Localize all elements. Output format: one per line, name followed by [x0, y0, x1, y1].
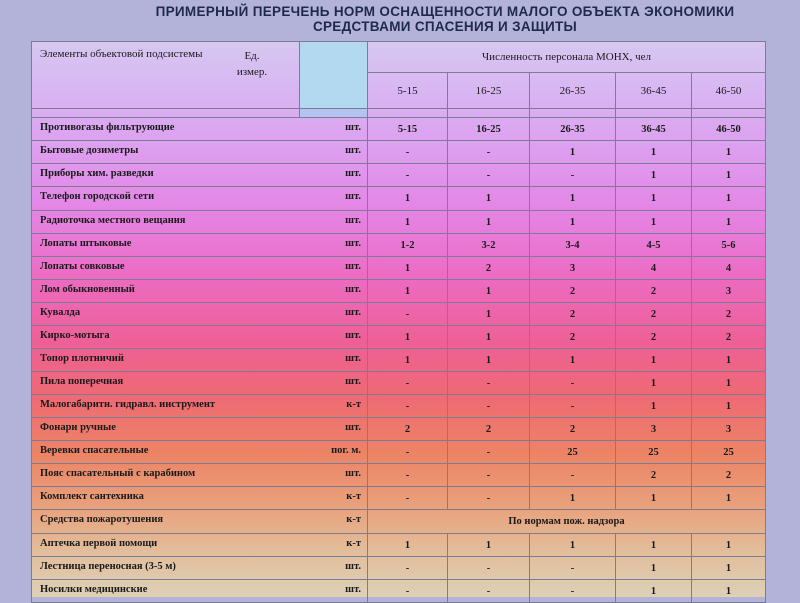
value-cell: 1	[692, 349, 766, 372]
item-unit: шт.	[345, 584, 361, 595]
value-cell: 1	[368, 211, 448, 234]
table-row	[32, 118, 766, 141]
value-cell: 2	[530, 326, 616, 349]
equipment-norms-table	[31, 41, 766, 603]
table-row	[32, 534, 766, 557]
value-cell: -	[368, 164, 448, 187]
value-cell: 2	[448, 418, 530, 441]
value-cell: 46-50	[692, 118, 766, 141]
value-cell: -	[448, 441, 530, 464]
table-row	[32, 303, 766, 326]
header-unit-line-2: измер.	[236, 66, 268, 78]
value-cell: 5-15	[368, 118, 448, 141]
item-cell	[32, 211, 368, 234]
value-cell: -	[368, 372, 448, 395]
item-name: Лопаты штыковые	[40, 238, 132, 249]
merged-value-cell: По нормам пож. надзора	[368, 510, 766, 534]
item-name: Лопаты совковые	[40, 261, 125, 272]
value-cell: 1-2	[368, 234, 448, 257]
value-cell: 1	[692, 211, 766, 234]
header-range: 26-35	[530, 73, 616, 109]
item-unit: шт.	[345, 168, 361, 179]
header-unit	[222, 48, 282, 80]
value-cell: 2	[616, 326, 692, 349]
item-cell	[32, 464, 368, 487]
value-cell: -	[368, 557, 448, 580]
value-cell: -	[368, 141, 448, 164]
header-separator-row	[32, 109, 766, 118]
value-cell: -	[448, 464, 530, 487]
value-cell: -	[448, 372, 530, 395]
header-elements	[32, 42, 300, 109]
table-row	[32, 487, 766, 510]
table-row	[32, 580, 766, 603]
value-cell: 1	[692, 534, 766, 557]
item-cell	[32, 510, 368, 534]
value-cell: -	[368, 487, 448, 510]
table-row	[32, 464, 766, 487]
value-cell: 1	[616, 580, 692, 603]
item-cell	[32, 487, 368, 510]
value-cell: 1	[368, 280, 448, 303]
value-cell: 1	[368, 257, 448, 280]
item-name: Средства пожаротушения	[40, 514, 164, 525]
item-unit: шт.	[345, 353, 361, 364]
value-cell: 2	[530, 418, 616, 441]
item-unit: шт.	[345, 561, 361, 572]
value-cell: 2	[530, 280, 616, 303]
item-unit: шт.	[345, 122, 361, 133]
item-cell	[32, 164, 368, 187]
item-unit: шт.	[345, 191, 361, 202]
item-name: Лом обыкновенный	[40, 284, 135, 295]
table-row	[32, 187, 766, 211]
item-name: Топор плотничий	[40, 353, 124, 364]
table-row	[32, 164, 766, 187]
value-cell: 1	[616, 211, 692, 234]
value-cell: 1	[530, 211, 616, 234]
value-cell: 4	[616, 257, 692, 280]
value-cell: 2	[448, 257, 530, 280]
table-row	[32, 141, 766, 164]
item-name: Пояс спасательный с карабином	[40, 468, 196, 479]
item-name: Кувалда	[40, 307, 81, 318]
page-title	[0, 4, 800, 34]
value-cell: 1	[448, 326, 530, 349]
value-cell: -	[368, 580, 448, 603]
value-cell: -	[368, 395, 448, 418]
value-cell: 2	[692, 303, 766, 326]
value-cell: 25	[530, 441, 616, 464]
header-elements-label: Элементы объектовой подсистемы	[40, 48, 203, 60]
value-cell: 1	[368, 349, 448, 372]
title-line-1: ПРИМЕРНЫЙ ПЕРЕЧЕНЬ НОРМ ОСНАЩЕННОСТИ МАЛОГО ОБЪЕКТА ЭКОНОМИКИ	[155, 4, 735, 19]
item-cell	[32, 372, 368, 395]
item-cell	[32, 349, 368, 372]
equipment-norms-table-container	[31, 41, 765, 597]
separator-cell	[530, 109, 616, 118]
value-cell: -	[448, 141, 530, 164]
header-blank-cell	[300, 42, 368, 109]
table-row	[32, 395, 766, 418]
value-cell: -	[448, 395, 530, 418]
value-cell: 25	[692, 441, 766, 464]
item-unit: пог. м.	[331, 445, 361, 456]
table-row	[32, 211, 766, 234]
item-name: Кирко-мотыга	[40, 330, 110, 341]
value-cell: 1	[530, 187, 616, 211]
value-cell: 1	[530, 534, 616, 557]
table-row	[32, 349, 766, 372]
header-range: 46-50	[692, 73, 766, 109]
value-cell: 36-45	[616, 118, 692, 141]
separator-cell	[616, 109, 692, 118]
item-cell	[32, 280, 368, 303]
value-cell: 3	[692, 280, 766, 303]
item-cell	[32, 441, 368, 464]
value-cell: 1	[692, 557, 766, 580]
value-cell: 1	[692, 141, 766, 164]
separator-cell	[448, 109, 530, 118]
value-cell: -	[530, 464, 616, 487]
item-cell	[32, 418, 368, 441]
item-cell	[32, 326, 368, 349]
item-name: Бытовые дозиметры	[40, 145, 139, 156]
value-cell: 2	[692, 326, 766, 349]
value-cell: 3-4	[530, 234, 616, 257]
value-cell: -	[448, 487, 530, 510]
value-cell: 2	[616, 280, 692, 303]
value-cell: 1	[448, 187, 530, 211]
value-cell: -	[368, 303, 448, 326]
value-cell: 1	[692, 372, 766, 395]
header-range: 36-45	[616, 73, 692, 109]
value-cell: 1	[692, 395, 766, 418]
title-line-2: СРЕДСТВАМИ СПАСЕНИЯ И ЗАЩИТЫ	[312, 19, 578, 34]
value-cell: 1	[616, 395, 692, 418]
item-unit: шт.	[345, 376, 361, 387]
table-row	[32, 557, 766, 580]
item-cell	[32, 118, 368, 141]
item-cell	[32, 303, 368, 326]
value-cell: 1	[530, 141, 616, 164]
item-unit: шт.	[345, 307, 361, 318]
value-cell: 5-6	[692, 234, 766, 257]
table-row	[32, 326, 766, 349]
item-cell	[32, 557, 368, 580]
item-cell	[32, 187, 368, 211]
header-range: 16-25	[448, 73, 530, 109]
value-cell: 1	[616, 349, 692, 372]
value-cell: 1	[616, 164, 692, 187]
table-row	[32, 441, 766, 464]
item-name: Комплект сантехника	[40, 491, 144, 502]
value-cell: 1	[448, 211, 530, 234]
value-cell: 1	[692, 187, 766, 211]
value-cell: 3-2	[448, 234, 530, 257]
item-name: Радиоточка местного вещания	[40, 215, 186, 226]
item-cell	[32, 234, 368, 257]
item-unit: шт.	[345, 261, 361, 272]
item-unit: к-т	[346, 491, 361, 502]
item-cell	[32, 141, 368, 164]
header-range: 5-15	[368, 73, 448, 109]
value-cell: -	[530, 372, 616, 395]
value-cell: -	[448, 164, 530, 187]
value-cell: 3	[530, 257, 616, 280]
value-cell: 1	[692, 487, 766, 510]
value-cell: 25	[616, 441, 692, 464]
value-cell: -	[530, 580, 616, 603]
item-name: Малогабаритн. гидравл. инструмент	[40, 399, 216, 410]
table-row	[32, 418, 766, 441]
item-name: Носилки медицинские	[40, 584, 148, 595]
value-cell: 2	[616, 303, 692, 326]
value-cell: -	[530, 557, 616, 580]
table-body	[32, 118, 766, 603]
value-cell: 16-25	[448, 118, 530, 141]
value-cell: 2	[692, 464, 766, 487]
item-unit: шт.	[345, 238, 361, 249]
value-cell: 3	[692, 418, 766, 441]
value-cell: 1	[448, 349, 530, 372]
header-staff: Численность персонала МОНХ, чел	[368, 42, 766, 73]
item-name: Телефон городской сети	[40, 191, 155, 202]
item-cell	[32, 534, 368, 557]
value-cell: 1	[616, 534, 692, 557]
value-cell: -	[448, 557, 530, 580]
value-cell: 1	[616, 141, 692, 164]
table-row	[32, 280, 766, 303]
item-unit: шт.	[345, 468, 361, 479]
value-cell: 1	[530, 487, 616, 510]
item-name: Аптечка первой помощи	[40, 538, 158, 549]
table-row	[32, 372, 766, 395]
item-name: Лестница переносная (3-5 м)	[40, 561, 176, 572]
item-cell	[32, 580, 368, 603]
value-cell: 2	[368, 418, 448, 441]
table-row	[32, 510, 766, 534]
value-cell: -	[368, 464, 448, 487]
item-name: Веревки спасательные	[40, 445, 149, 456]
item-name: Пила поперечная	[40, 376, 124, 387]
separator-cell	[32, 109, 300, 118]
value-cell: 26-35	[530, 118, 616, 141]
item-name: Фонари ручные	[40, 422, 116, 433]
value-cell: 1	[616, 557, 692, 580]
item-name: Противогазы фильтрующие	[40, 122, 175, 133]
value-cell: 1	[368, 534, 448, 557]
item-unit: шт.	[345, 330, 361, 341]
value-cell: 1	[616, 187, 692, 211]
value-cell: -	[448, 580, 530, 603]
item-unit: шт.	[345, 215, 361, 226]
item-unit: шт.	[345, 145, 361, 156]
item-cell	[32, 395, 368, 418]
separator-cell	[368, 109, 448, 118]
value-cell: 1	[448, 534, 530, 557]
item-unit: к-т	[346, 538, 361, 549]
value-cell: 4-5	[616, 234, 692, 257]
value-cell: 4	[692, 257, 766, 280]
value-cell: 1	[368, 187, 448, 211]
value-cell: 1	[616, 372, 692, 395]
value-cell: 1	[530, 349, 616, 372]
table-row	[32, 234, 766, 257]
item-unit: к-т	[346, 399, 361, 410]
value-cell: 2	[616, 464, 692, 487]
value-cell: 3	[616, 418, 692, 441]
table-row	[32, 257, 766, 280]
item-cell	[32, 257, 368, 280]
value-cell: 1	[448, 303, 530, 326]
value-cell: 1	[448, 280, 530, 303]
value-cell: 2	[530, 303, 616, 326]
item-unit: шт.	[345, 284, 361, 295]
value-cell: 1	[368, 326, 448, 349]
header-unit-line-1: Ед.	[244, 50, 260, 62]
item-unit: к-т	[346, 514, 361, 525]
value-cell: -	[368, 441, 448, 464]
value-cell: 1	[692, 580, 766, 603]
value-cell: -	[530, 164, 616, 187]
item-name: Приборы хим. разведки	[40, 168, 154, 179]
value-cell: -	[530, 395, 616, 418]
separator-cell	[300, 109, 368, 118]
separator-cell	[692, 109, 766, 118]
item-unit: шт.	[345, 422, 361, 433]
value-cell: 1	[692, 164, 766, 187]
value-cell: 1	[616, 487, 692, 510]
